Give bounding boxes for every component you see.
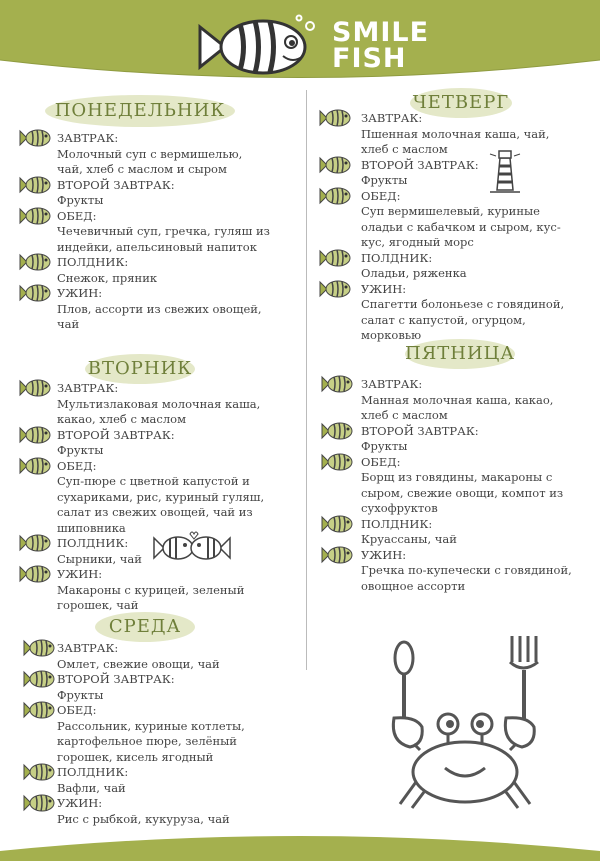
meal-text: Чечевичный суп, гречка, гуляш из bbox=[57, 224, 270, 238]
meal-text: Суп-пюре с цветной капустой и bbox=[57, 474, 250, 488]
crab-icon bbox=[380, 632, 550, 812]
meal-label: ОБЕД: bbox=[361, 188, 401, 203]
meal-text: сухофруктов bbox=[361, 501, 438, 515]
meal-text: Вафли, чай bbox=[57, 780, 126, 795]
fish-bullet-icon bbox=[18, 456, 52, 476]
fish-bullet-icon bbox=[18, 128, 52, 148]
meal-label: ВТОРОЙ ЗАВТРАК: bbox=[57, 427, 175, 442]
meal-label: ВТОРОЙ ЗАВТРАК: bbox=[57, 672, 175, 686]
meal-text: Борщ из говядины, макароны с bbox=[361, 470, 553, 484]
fish-bullet-icon bbox=[320, 452, 354, 472]
meal-text: Оладьи, ряженка bbox=[361, 266, 467, 280]
meal-text: Спагетти болоньезе с говядиной, bbox=[361, 297, 565, 311]
meal-label: ОБЕД: bbox=[57, 458, 97, 473]
fish-bullet-icon bbox=[18, 283, 52, 303]
meal-label: УЖИН: bbox=[57, 796, 103, 810]
meal-text: Рассольник, куриные котлеты, bbox=[57, 718, 245, 733]
meal-text: Мультизлаковая молочная каша, bbox=[57, 396, 261, 411]
lighthouse-icon bbox=[488, 148, 522, 194]
meal-text: кус, ягодный морс bbox=[361, 235, 474, 249]
meal-text: Манная молочная каша, какао, bbox=[361, 392, 554, 407]
fish-bullet-icon bbox=[320, 514, 354, 534]
meal-text: Рис с рыбкой, кукуруза, чай bbox=[57, 811, 230, 826]
meal-label: ЗАВТРАК: bbox=[361, 111, 423, 125]
fish-bullet-icon bbox=[18, 564, 52, 584]
meal-label: ЗАВТРАК: bbox=[57, 131, 119, 145]
meal-text: Фрукты bbox=[57, 443, 104, 457]
kissing-fish-icon bbox=[152, 528, 232, 568]
fish-bullet-icon bbox=[18, 252, 52, 272]
meal-label: ОБЕД: bbox=[57, 703, 97, 717]
fish-bullet-icon bbox=[320, 545, 354, 565]
meal-text: Плов, ассорти из свежих овощей, bbox=[57, 301, 262, 316]
meal-text: горошек, чай bbox=[57, 598, 139, 612]
brand-line-1: SMILE bbox=[332, 17, 430, 48]
fish-bullet-icon bbox=[18, 425, 52, 445]
meal-label: ПОЛДНИК: bbox=[361, 250, 433, 265]
meal-label: ПОЛДНИК: bbox=[361, 516, 433, 531]
fish-bullet-icon bbox=[18, 533, 52, 553]
meal-text: Макароны с курицей, зеленый bbox=[57, 582, 245, 597]
brand-logo-text bbox=[332, 17, 430, 74]
meal-label: ОБЕД: bbox=[361, 454, 401, 469]
meal-text: чай, хлеб с маслом и сыром bbox=[57, 162, 227, 176]
meal-text: горошек, кисель ягодный bbox=[57, 749, 214, 764]
meal-text: Омлет, свежие овощи, чай bbox=[57, 656, 220, 671]
meal-text: Круассаны, чай bbox=[361, 532, 457, 546]
meal-text: Гречка по-купечески с говядиной, bbox=[361, 563, 572, 577]
logo-fish-icon bbox=[195, 12, 325, 82]
fish-bullet-icon bbox=[318, 108, 352, 128]
column-divider bbox=[306, 90, 307, 670]
meal-label: УЖИН: bbox=[57, 567, 103, 581]
meal-text: Пшенная молочная каша, чай, bbox=[361, 126, 550, 141]
meal-label: ПОЛДНИК: bbox=[57, 255, 129, 269]
footer-band bbox=[0, 821, 600, 861]
meal-text: какао, хлеб с маслом bbox=[57, 412, 187, 426]
day-title: ПЯТНИЦА bbox=[405, 339, 515, 369]
fish-bullet-icon bbox=[22, 669, 56, 689]
meal-label: ВТОРОЙ ЗАВТРАК: bbox=[361, 423, 479, 438]
day-title: СРЕДА bbox=[95, 612, 195, 642]
fish-bullet-icon bbox=[318, 155, 352, 175]
meal-label: ВТОРОЙ ЗАВТРАК: bbox=[57, 177, 175, 192]
meal-text: Снежок, пряник bbox=[57, 270, 158, 285]
meal-text: сухариками, рис, куриный гуляш, bbox=[57, 489, 265, 504]
fish-bullet-icon bbox=[318, 186, 352, 206]
meal-text: картофельное пюре, зелёный bbox=[57, 734, 237, 748]
meal-text: сыром, свежие овощи, компот из bbox=[361, 485, 564, 500]
meal-text: морковью bbox=[361, 328, 422, 342]
fish-bullet-icon bbox=[22, 700, 56, 720]
meal-label: ЗАВТРАК: bbox=[361, 377, 423, 391]
day-title: ПОНЕДЕЛЬНИК bbox=[45, 95, 235, 127]
meal-label: ЗАВТРАК: bbox=[57, 381, 119, 395]
meal-text: салат с капустой, огурцом, bbox=[361, 312, 526, 327]
brand-line-2: FISH bbox=[332, 43, 407, 74]
meal-label: УЖИН: bbox=[361, 547, 407, 562]
fish-bullet-icon bbox=[22, 638, 56, 658]
meal-text: Сырники, чай bbox=[57, 551, 142, 566]
meal-text: шиповника bbox=[57, 520, 126, 535]
meal-text: салат из свежих овощей, чай из bbox=[57, 505, 253, 519]
fish-bullet-icon bbox=[320, 421, 354, 441]
fish-bullet-icon bbox=[18, 175, 52, 195]
meal-text: хлеб с маслом bbox=[361, 408, 448, 422]
meal-label: ВТОРОЙ ЗАВТРАК: bbox=[361, 157, 479, 172]
meal-text: хлеб с маслом bbox=[361, 142, 448, 156]
fish-bullet-icon bbox=[320, 374, 354, 394]
fish-bullet-icon bbox=[318, 248, 352, 268]
fish-bullet-icon bbox=[18, 378, 52, 398]
meal-text: Фрукты bbox=[57, 687, 104, 702]
meal-label: ОБЕД: bbox=[57, 208, 97, 223]
day-title: ЧЕТВЕРГ bbox=[410, 88, 512, 118]
meal-label: ПОЛДНИК: bbox=[57, 536, 129, 550]
meal-text: оладьи с кабачком и сыром, кус- bbox=[361, 219, 561, 234]
day-title: ВТОРНИК bbox=[85, 354, 195, 384]
meal-text: Молочный суп с вермишелью, bbox=[57, 146, 243, 161]
fish-bullet-icon bbox=[22, 762, 56, 782]
meal-text: чай bbox=[57, 317, 80, 331]
fish-bullet-icon bbox=[18, 206, 52, 226]
meal-text: индейки, апельсиновый напиток bbox=[57, 239, 257, 254]
meal-text: Суп вермишелевый, куриные bbox=[361, 204, 540, 218]
meal-text: Фрукты bbox=[361, 173, 408, 187]
meal-label: УЖИН: bbox=[361, 281, 407, 296]
meal-text: Фрукты bbox=[361, 439, 408, 453]
meal-label: ЗАВТРАК: bbox=[57, 641, 119, 655]
meal-label: ПОЛДНИК: bbox=[57, 765, 129, 779]
fish-bullet-icon bbox=[318, 279, 352, 299]
meal-text: овощное ассорти bbox=[361, 578, 466, 593]
meal-text: Фрукты bbox=[57, 193, 104, 207]
meal-label: УЖИН: bbox=[57, 286, 103, 300]
fish-bullet-icon bbox=[22, 793, 56, 813]
